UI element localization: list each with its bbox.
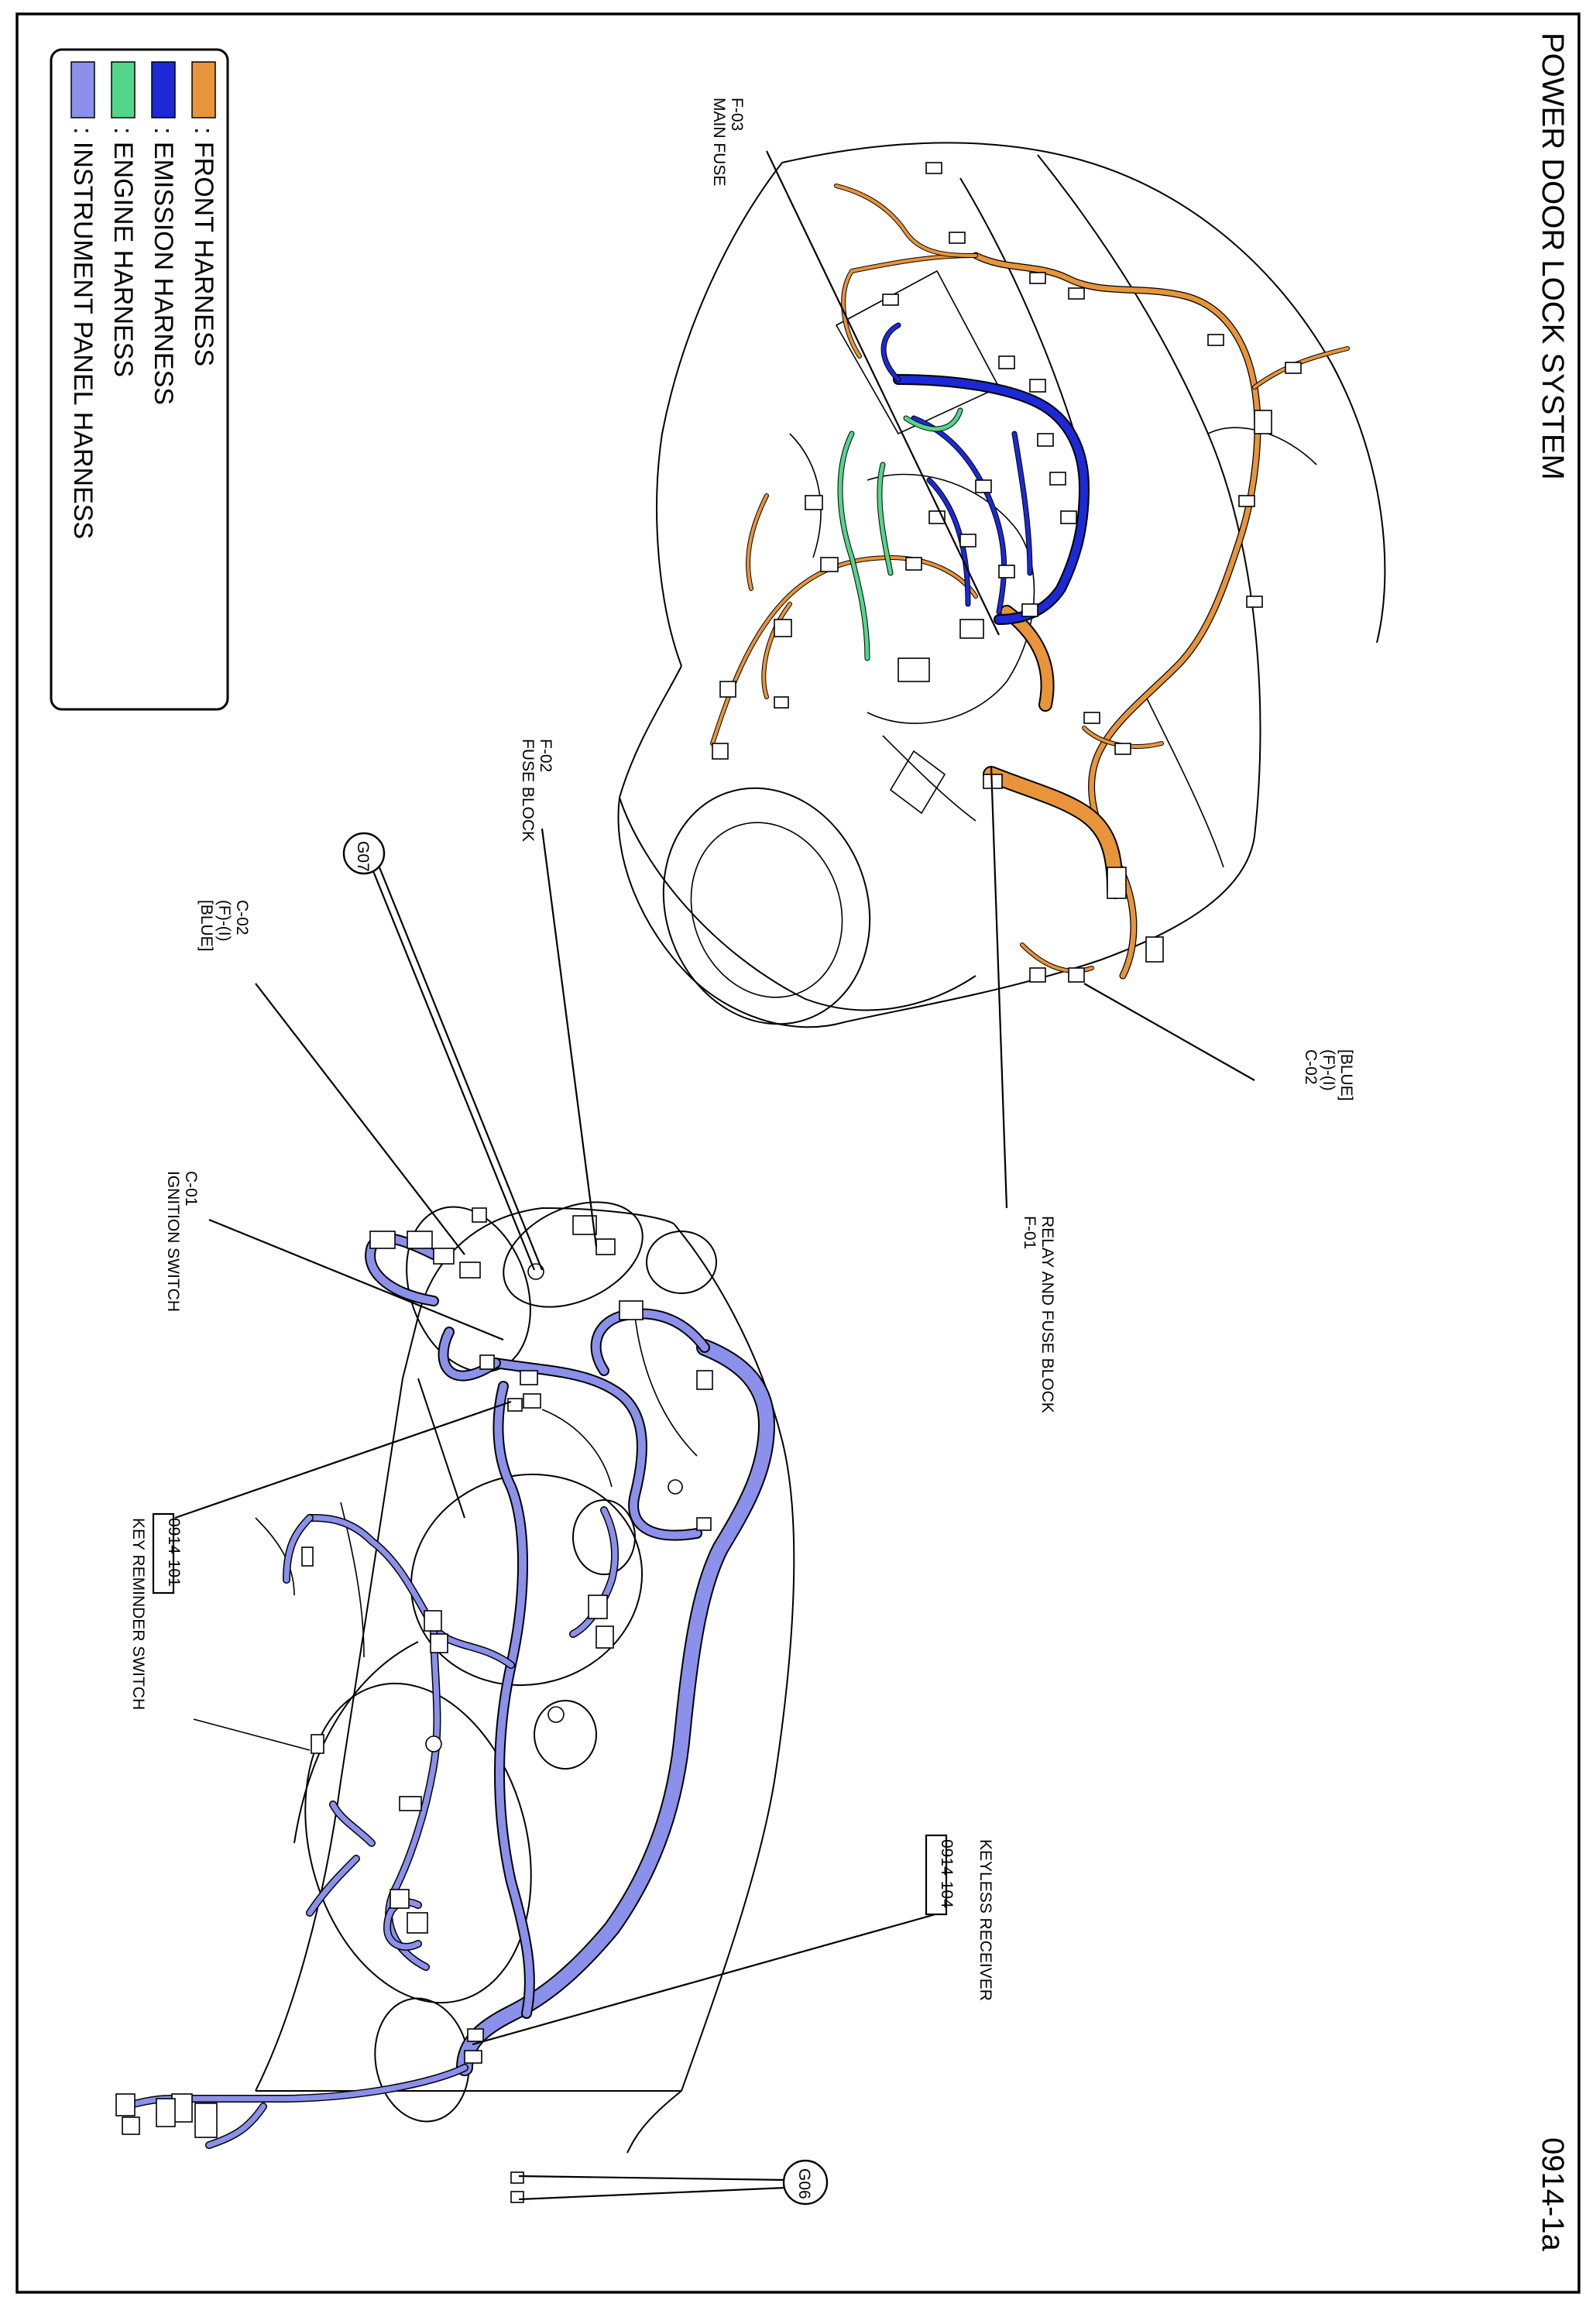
legend-swatch-instrument [71, 62, 94, 118]
ground-g06-label: G06 [795, 2168, 813, 2199]
legend-label-emission: : EMISSION HARNESS [149, 127, 178, 405]
callout-c02-right-line2: (F)-(I) [1320, 1049, 1337, 1091]
legend-label-instrument: : INSTRUMENT PANEL HARNESS [68, 127, 98, 540]
callout-c02-right-line3: [BLUE] [1337, 1049, 1355, 1101]
legend-label-engine: : ENGINE HARNESS [108, 127, 138, 378]
callout-f02-code: F-02 [537, 739, 554, 773]
ground-g07 [344, 833, 384, 874]
callout-c01-code: C-01 [182, 1171, 200, 1207]
page-code: 0914-1a [1536, 2137, 1570, 2251]
ground-g07-label: G07 [354, 841, 372, 872]
callout-c02-left-line3: [BLUE] [197, 900, 215, 952]
callout-key-reminder [129, 1514, 183, 1710]
page-border [17, 14, 1579, 2292]
callout-f03-name: MAIN FUSE [710, 98, 728, 187]
callout-f02-name: FUSE BLOCK [519, 739, 537, 843]
legend-swatch-engine [112, 62, 135, 118]
legend-swatch-front [192, 62, 215, 118]
callout-c01 [164, 1171, 200, 1312]
callout-keyless-name: KEYLESS RECEIVER [976, 1839, 994, 2001]
callout-c02-left [197, 900, 251, 952]
page-title: POWER DOOR LOCK SYSTEM [1536, 33, 1570, 480]
legend [51, 50, 228, 709]
callout-c02-right-code: C-02 [1302, 1049, 1320, 1085]
callout-c02-left-line2: (F)-(I) [215, 900, 233, 942]
engine-bay-connectors [712, 163, 1301, 982]
dashboard-illustration [116, 1181, 794, 2202]
callout-key-reminder-name: KEY REMINDER SWITCH [129, 1518, 147, 1711]
callout-f03-code: F-03 [728, 98, 746, 132]
dashboard-connectors [116, 1208, 712, 2202]
callout-c01-name: IGNITION SWITCH [164, 1171, 182, 1312]
legend-swatch-emission [152, 62, 175, 118]
callout-key-reminder-ref: 0914-101 [165, 1518, 183, 1587]
engine-bay-illustration [618, 142, 1385, 1053]
legend-label-front: : FRONT HARNESS [189, 127, 218, 367]
callout-f02 [519, 739, 554, 842]
ground-g06 [784, 2161, 827, 2204]
callout-c02-left-code: C-02 [233, 900, 251, 935]
callout-f03 [710, 98, 746, 186]
callout-f01-code: F-01 [1021, 1216, 1038, 1250]
leader-lines [175, 151, 1254, 2199]
callout-f01-name: RELAY AND FUSE BLOCK [1038, 1216, 1056, 1413]
callout-keyless [926, 1835, 994, 2001]
callout-keyless-ref: 0914-104 [938, 1839, 956, 1908]
callout-c02-right [1302, 1049, 1355, 1101]
callout-f01 [1021, 1216, 1056, 1413]
